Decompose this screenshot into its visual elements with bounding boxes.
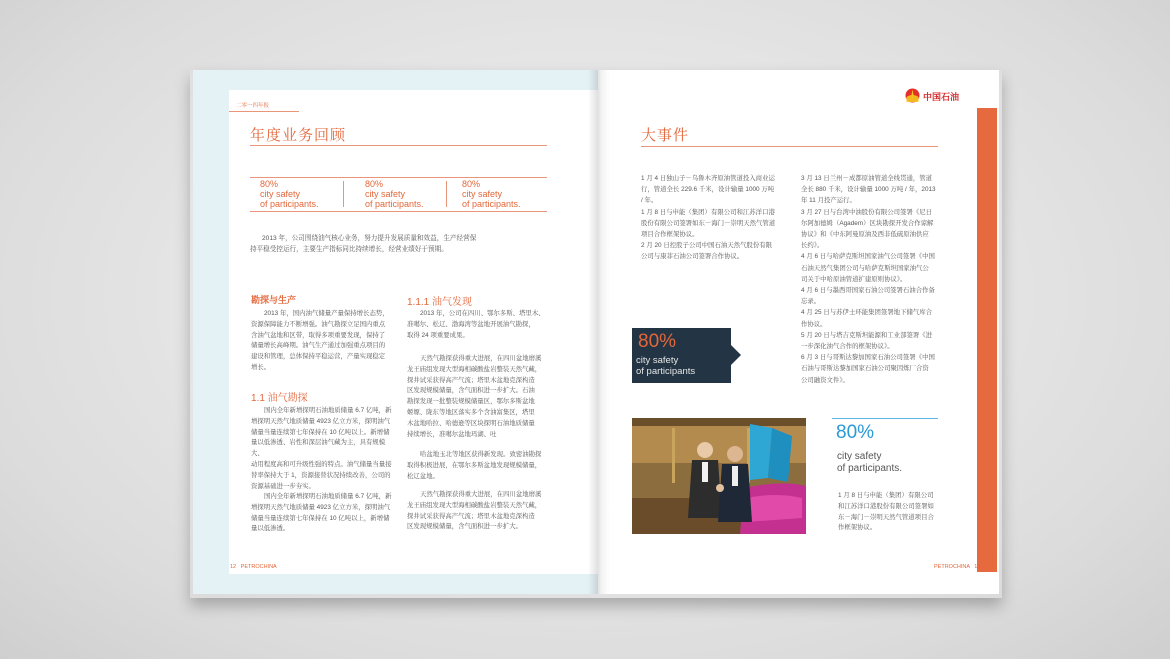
blue-stat-rule xyxy=(832,418,938,419)
stats-top-rule xyxy=(250,177,547,178)
text-line: 木盆地哈拉、哈德逊等区块探明石油地质储量 xyxy=(407,419,535,427)
stat-percent: 80% xyxy=(638,331,677,352)
text-line: 长约》。 xyxy=(801,242,824,250)
stat-label: city safety xyxy=(260,189,301,199)
stat-block xyxy=(260,179,319,209)
blue-stat-percent: 80% xyxy=(836,422,875,443)
text-line: 一步深化油气合作的框架协议》。 xyxy=(801,343,894,351)
paragraph xyxy=(407,309,552,341)
stat-percent: 80% xyxy=(260,179,279,189)
text-line: 公司融资文件》。 xyxy=(801,376,849,384)
paragraph xyxy=(407,450,552,482)
text-line: 储量增长高峰期。油气生产通过加强重点项目的 xyxy=(251,342,386,350)
text-line: 4 月 25 日与苏伊士环能集团签署地下储气库合 xyxy=(801,309,933,317)
text-line: 2013 年，公司围绕油气核心业务，努力提升发展质量和效益，生产经营保 xyxy=(262,235,477,242)
text-line: 1 月 4 日独山子－乌鲁木齐原油管道投入商业运 xyxy=(641,175,775,182)
book-spine xyxy=(588,70,610,594)
paragraph xyxy=(251,309,396,374)
page-number-right xyxy=(934,564,980,570)
stat-label: of participants. xyxy=(260,199,319,209)
text-line: 区发现规模储量，含气面积进一步扩大。石油 xyxy=(407,387,535,395)
text-line: 4 月 6 日与墨西哥国家石油公司签署石油合作备 xyxy=(801,287,935,295)
stat-callout xyxy=(632,328,731,383)
stats-divider xyxy=(446,181,447,207)
text-line: 天然气勘探获得重大进展，在四川盆地磨溪 xyxy=(420,355,542,362)
text-line: 尔阿加德姆（Agadem）区块勘探开发合作谅解 xyxy=(801,219,934,227)
text-line: 龙王庙组发现大型海相碳酸盐岩整装天然气藏， xyxy=(407,501,542,509)
right-page-title: 大事件 xyxy=(641,127,690,144)
text-line: 增长。 xyxy=(251,363,271,371)
running-header: 二零一四年报 xyxy=(236,103,270,109)
stat-label: of participants. xyxy=(462,199,521,209)
stat-block xyxy=(365,179,424,209)
text-line: 3 月 27 日与台湾中油股份有限公司签署《尼日 xyxy=(801,208,933,216)
text-line: 增探明天然气地质储量 4923 亿立方米，探明油气 xyxy=(251,503,391,511)
stat-percent: 80% xyxy=(365,179,384,189)
subsection-heading: 1.1.1 油气发现 xyxy=(407,297,473,308)
text-line: 资源基础进一步夯实。 xyxy=(251,482,315,490)
header-rule xyxy=(229,111,299,112)
text-line: 探井试采获得高产气流；塔里木盆地克深构造 xyxy=(407,376,535,384)
text-line: 东－海门－崇明天然气管道项目合 xyxy=(838,513,934,521)
subsection-heading: 1.1 油气勘探 xyxy=(251,393,308,404)
events-column xyxy=(641,173,791,263)
text-line: / 年。 xyxy=(641,197,658,205)
text-line: 项目合作框架协议。 xyxy=(641,231,699,239)
stat-label: city safety xyxy=(365,189,406,199)
text-line: 协议》和《中东阿曼原油及西非低硫原油供应 xyxy=(801,231,929,239)
stats-divider xyxy=(343,181,344,207)
stat-label xyxy=(636,355,695,377)
text-line: 4 月 6 日与哈萨克斯坦国家油气公司签署《中国 xyxy=(801,253,935,261)
text-line: 动用程度高和可升级性强的特点。油气储量当量接 xyxy=(251,460,392,468)
stats-bottom-rule xyxy=(250,211,547,212)
text-line: 资源保障能力不断增强。油气勘探立足国内重点 xyxy=(251,320,386,328)
text-line: 国内全年新增探明石油地质储量 6.7 亿吨，新 xyxy=(264,407,392,414)
text-line: 和江苏洋口港股份有限公司签署如 xyxy=(838,502,934,510)
text-line: 储量当量连续第七年保持在 10 亿吨以上，新增储 xyxy=(251,514,390,522)
left-page-title: 年度业务回顾 xyxy=(250,127,347,144)
text-line: 1 月 8 日与申能（集团）有限公司和江苏洋口港 xyxy=(641,208,775,216)
stat-percent: 80% xyxy=(462,179,481,189)
paragraph xyxy=(407,354,552,440)
page-number-left xyxy=(230,564,277,570)
footer-label: PETROCHINA xyxy=(240,564,277,570)
paragraph xyxy=(251,406,396,492)
paragraph xyxy=(251,492,396,535)
text-line: 准噶尔、松辽、渤海湾等盆地开展油气勘探， xyxy=(407,320,535,328)
text-line: 区发现规模储量，含气面积进一步扩大。 xyxy=(407,523,523,531)
text-line: 取得 24 项重要成果。 xyxy=(407,331,469,339)
text-line: 建设和管理，总体保持平稳运营，产量实现稳定 xyxy=(251,353,386,361)
text-line: 松辽盆地。 xyxy=(407,472,439,480)
text-line: 量以低渗透、岩性和深层油气藏为主，具有规模大、 xyxy=(251,439,386,458)
page-number: 13 xyxy=(974,564,981,570)
logo-text: 中国石油 xyxy=(923,92,960,102)
text-line: 作框架协议。 xyxy=(838,524,877,532)
page-number: 12 xyxy=(230,564,237,570)
text-line: 2013 年，国内油气储量产量保持增长态势， xyxy=(264,310,389,317)
text-line: 取得积极进展，在鄂尔多斯盆地发现规模储量， xyxy=(407,461,542,469)
title-rule xyxy=(641,146,938,147)
stat-block xyxy=(462,179,521,209)
text-line: city safety xyxy=(636,355,679,366)
text-line: 2013 年，公司在四川、鄂尔多斯、塔里木、 xyxy=(420,310,545,317)
text-line: 量以低渗透。 xyxy=(251,525,290,533)
text-line: 姬塬、陇东等地区落实多个含油富集区，塔里 xyxy=(407,408,535,416)
text-line: 持续增长，准噶尔盆地玛湖、吐 xyxy=(407,430,497,438)
text-line: 勘探发现一批整装规模储量区，鄂尔多斯盆地 xyxy=(407,398,535,406)
text-line: 国内全年新增探明石油地质储量 6.7 亿吨，新 xyxy=(264,493,392,500)
footer-label: PETROCHINA xyxy=(934,564,970,570)
handshake-photo xyxy=(632,418,806,534)
text-line: 6 月 3 日与哥斯达黎加国家石油公司签署《中国 xyxy=(801,354,935,362)
text-line: 司关于中哈原油管道扩建原则协议》。 xyxy=(801,275,907,283)
text-line: 全长 880 千米，设计输量 1000 万吨 / 年，2013 xyxy=(801,186,936,194)
text-line: city safety xyxy=(837,451,882,462)
text-line: 2 月 20 日控股子公司中国石油天然气股份有限 xyxy=(641,242,773,250)
callout-arrow xyxy=(731,345,741,365)
text-line: 年 11 月投产运行。 xyxy=(801,197,856,205)
intro-paragraph xyxy=(250,233,550,255)
text-line: 储量当量连续第七年保持在 10 亿吨以上。新增储 xyxy=(251,428,390,436)
text-line: 作协议。 xyxy=(801,320,827,328)
text-line: 3 月 13 日兰州－成都原油管道全线贯通，管道 xyxy=(801,175,933,182)
text-line: 5 月 20 日与塔吉克斯坦能源和工业部签署《进 xyxy=(801,331,933,339)
text-line: of participants. xyxy=(837,463,903,474)
stat-label: city safety xyxy=(462,189,503,199)
section-heading: 勘探与生产 xyxy=(251,295,297,305)
text-line: 石油与哥斯达黎加国家石油公司聚因炼厂合资 xyxy=(801,365,929,373)
text-line: 含油气盆地和区带，取得多项重要发现，保持了 xyxy=(251,331,386,339)
stat-label: of participants. xyxy=(365,199,424,209)
text-line: 增探明天然气地质储量 4923 亿立方米，探明油气 xyxy=(251,417,391,425)
text-line: 替率保持大于 1，资源接替状况持续改善，公司的 xyxy=(251,471,391,479)
petrochina-logo-icon xyxy=(905,88,920,103)
text-line: 石油天然气集团公司与哈萨克斯坦国家油气公 xyxy=(801,264,929,272)
text-line: 天然气勘探获得重大进展，在四川盆地磨溪 xyxy=(420,491,542,498)
text-line: 探井试采获得高产气流；塔里木盆地克深构造 xyxy=(407,512,535,520)
text-line: 股份有限公司签署如东－海门－崇明天然气管道 xyxy=(641,219,776,227)
text-line: 龙王庙组发现大型海相碳酸盐岩整装天然气藏， xyxy=(407,365,542,373)
text-line: 1 月 8 日与申能（集团）有限公司 xyxy=(838,492,934,499)
decorative-side-bar xyxy=(977,108,997,572)
text-line: 行，管道全长 229.6 千米，设计输量 1000 万吨 xyxy=(641,186,775,194)
blue-stat-label xyxy=(837,451,902,475)
text-line: 哈盆地玉北等地区获得新发现。致密油勘探 xyxy=(420,451,542,458)
text-line: 公司与康菲石油公司签署合作协议。 xyxy=(641,253,744,261)
events-column xyxy=(801,173,951,386)
photo-caption xyxy=(838,491,968,534)
text-line: 持平稳受控运行，主要生产指标同比持续增长，经营业绩好于预期。 xyxy=(250,246,448,253)
text-line: of participants xyxy=(636,366,696,377)
text-line: 忘录。 xyxy=(801,298,821,306)
paragraph xyxy=(407,490,552,533)
title-rule xyxy=(250,145,547,146)
